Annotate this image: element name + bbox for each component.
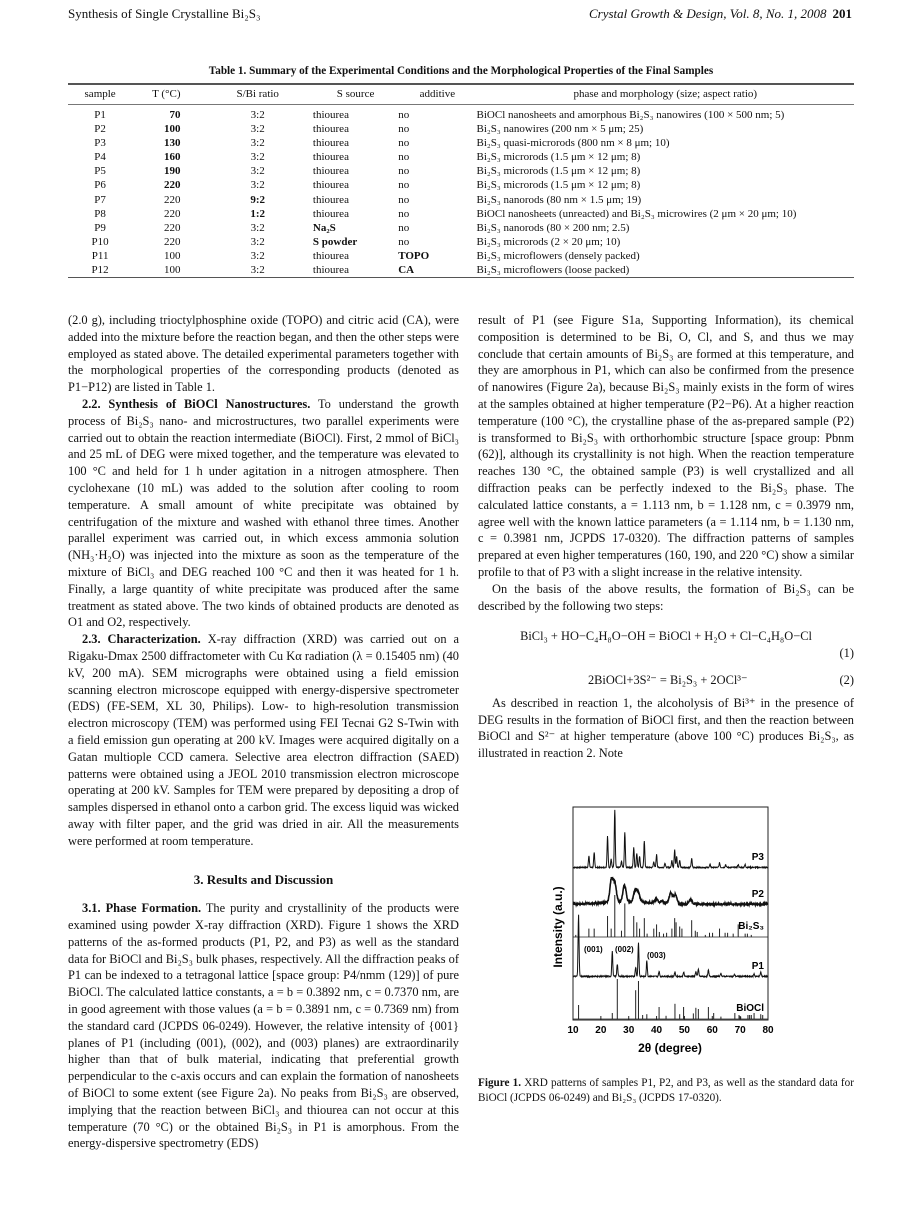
section-3-1: [68, 900, 459, 1152]
column-header: phase and morphology (size; aspect ratio): [477, 85, 854, 105]
paragraph: (2.0 g), including trioctylphosphine oxide (TOPO) and citric acid (CA), were added into the mixture before the reaction began, and then the other steps were employed as stated above. The detailed experimental parameters together with the morphological properties of the corresponding products (denoted as P1−P12) are listed in Table 1.: [68, 313, 459, 395]
equation-1-number: (1): [839, 646, 854, 661]
x-tick-label: 30: [623, 1024, 635, 1036]
table-cell: thiourea: [312, 207, 349, 220]
series-label: Bi₂S₃: [738, 920, 764, 932]
table-cell: Bi₂S₃ microrods (2 × 20 μm; 10): [476, 235, 621, 248]
page-number: 201: [832, 6, 852, 21]
table-row: [68, 263, 854, 277]
table-cell: thiourea: [312, 249, 349, 262]
table-header-row: [68, 85, 854, 105]
table-cell: Bi₂S₃ microrods (1.5 μm × 12 μm; 8): [476, 165, 641, 178]
table-cell: 220: [164, 221, 181, 234]
caption-text: XRD patterns of samples P1, P2, and P3, as well as the standard data for BiOCl (JCPDS 06-0249) and Bi₂S₃ (JCPDS 17-0320).: [478, 1076, 854, 1105]
table-cell: no: [398, 109, 410, 121]
table-cell: 220: [164, 235, 181, 248]
column-header: S source: [313, 85, 398, 105]
column-header: sample: [68, 85, 132, 105]
table-cell: P4: [94, 151, 106, 164]
section-2-3: [68, 631, 459, 849]
section-heading: 2.3. Characterization.: [82, 632, 201, 647]
peak-annotation: (002): [615, 944, 634, 954]
table-cell: Bi₂S₃ nanorods (80 nm × 1.5 μm; 19): [476, 193, 642, 206]
xrd-trace-p3: [573, 810, 768, 868]
table-cell: Bi₂S₃ microrods (1.5 μm × 12 μm; 8): [476, 179, 641, 192]
table-cell: P5: [94, 165, 106, 178]
left-column: [68, 312, 459, 1152]
table-cell: Na₂S: [312, 221, 336, 234]
paragraph: As described in reaction 1, the alcoholysis of Bi³⁺ in the presence of DEG results in the formation of BiOCl first, and then the reaction between BiOCl and S²⁻ at higher temperature (above 100 °C) produces Bi₂S₃, as illustrated in reaction 2. Note: [478, 695, 854, 761]
table-cell: thiourea: [312, 123, 349, 136]
column-header: T (°C): [132, 85, 202, 105]
table-cell: thiourea: [312, 264, 349, 277]
table-cell: 100: [164, 264, 181, 277]
table-cell: 220: [164, 193, 181, 206]
table-row: [68, 193, 854, 207]
column-header: S/Bi ratio: [203, 85, 313, 105]
table-cell: Bi₂S₃ nanowires (200 nm × 5 μm; 25): [476, 123, 644, 136]
table-cell: 3:2: [250, 264, 265, 277]
table-cell: 1:2: [250, 207, 266, 220]
x-tick-label: 70: [734, 1024, 746, 1036]
table-cell: P3: [94, 137, 106, 150]
table-cell: BiOCl nanosheets and amorphous Bi₂S₃ nanowires (100 × 500 nm; 5): [476, 109, 785, 121]
table-row: [68, 150, 854, 164]
table-body: [68, 105, 854, 278]
table-cell: 3:2: [250, 123, 265, 136]
figure-1-xrd-chart: [540, 802, 790, 1064]
table-cell: Bi₂S₃ microrods (1.5 μm × 12 μm; 8): [476, 151, 641, 164]
paragraph-text: X-ray diffraction (XRD) was carried out on a Rigaku-Dmax 2500 diffractometer with Cu Kα radiation (λ = 0.15405 nm) (40 kV, 200 mA). SEM micrographs were obtained using a field emission scanning electron microscope equipped with energy-dispersive spectrometer (EDS) (FE-SEM, XL 30, Philips). Low- to high-resolution transmission electron microscopy (TEM) was performed using FEI Tecnai G2 S-Twin with a field emission gun operating at 200 kV. Images were acquired digitally on a Gatan multiople CCD camera. Selective area electron diffraction (SAED) patterns were obtained using a JEOL 2010 transmission electron microscope operating at 200 kV. Samples for TEM were prepared by depositing a drop of samples dispersed in ethanol onto a carbon grid. The excess liquid was wicked away with filter paper, and the grid was dried in air. All the measurements were performed at room temperature.: [68, 632, 459, 848]
table-cell: 3:2: [250, 249, 265, 262]
table-cell: 3:2: [250, 151, 265, 164]
xrd-trace-p2: [573, 877, 768, 905]
section-3-heading: 3. Results and Discussion: [193, 871, 334, 887]
table-cell: thiourea: [312, 137, 349, 150]
table-cell: BiOCl nanosheets (unreacted) and Bi₂S₃ microwires (2 μm × 20 μm; 10): [476, 207, 797, 220]
table-cell: 190: [164, 165, 181, 178]
table-cell: no: [398, 151, 410, 164]
table-cell: 130: [164, 137, 181, 150]
equation-2: [478, 672, 854, 689]
paragraph-text: To understand the growth process of Bi₂S₃ nano- and microstructures, two parallel experiments were carried out to obtain the reaction intermediate (BiOCl). First, 2 mmol of BiCl₃ and 25 mL of DEG were mixed together, and the temperature was elevated to 100 °C and held for 1 h under agitation in a nitrogen atmosphere. Then cyclohexane (10 mL) was added to the solution after cooling to room temperature. A small amount of white precipitate was obtained by centrifugation of the mixture and washed with ethanol three times. Another parallel experiment was carried out, in which excess ammonia solution (NH₃·H₂O) was injected into the mixture as soon as the temperature of the mixture of BiCl₃ and DEG reached 100 °C and then it was heated for 1 h. Finally, a large quantity of white precipitate was produced after the same treatment as stated above. The two kinds of obtained products are denoted as O1 and O2, respectively.: [68, 396, 459, 630]
table-cell: 9:2: [250, 193, 266, 206]
table-cell: P8: [94, 207, 106, 220]
column-header: additive: [398, 85, 476, 105]
table-cell: thiourea: [312, 151, 349, 164]
paragraph-text: The purity and crystallinity of the products were examined using powder X-ray diffraction (XRD). Figure 1 shows the XRD patterns of the as-formed products (P1, P2, and P3) as well as the standard data for BiOCl and Bi₂S₃ bulk phases, respectively. All the diffraction peaks of P1 can be indexed to a tetragonal lattice [space group: P4/nmm (129)] of pure BiOCl. The calculated lattice constants, a = b = 0.3892 nm, c = 0.7370 nm, are in good agreement with those values (a = b = 0.3891 nm, c = 0.7369 nm) from the standard card (JCPDS 06-0249). However, the relative intensity of {001} planes of P1 (including (001), (002), and (003) planes) are extraordinarily higher than that of bulk material, indicating that preferential growth perpendicular to the c-axis occurs and can explain the formation of nanosheets of BiOCl to some extent (see Figure 2a). No peaks from Bi₂S₃ are observed, implying that the reaction between BiCl₃ and thiourea can not occur at this temperature (70 °C) or the obtained Bi₂S₃ in P1 is amorphous. From the energy-dispersive spectrometry (EDS): [68, 901, 459, 1151]
table-row: [68, 164, 854, 178]
table-cell: 3:2: [250, 137, 265, 150]
x-tick-label: 80: [762, 1024, 774, 1036]
table-row: [68, 136, 854, 150]
table-cell: no: [398, 137, 410, 150]
table-cell: thiourea: [312, 165, 349, 178]
series-label: BiOCl: [736, 1002, 764, 1014]
table-row: [68, 221, 854, 235]
table-cell: P11: [91, 249, 109, 262]
table-cell: P9: [94, 221, 106, 234]
table-cell: no: [398, 165, 410, 178]
table-cell: no: [398, 207, 410, 220]
table-cell: no: [398, 235, 410, 248]
series-label: P3: [751, 851, 764, 863]
table-cell: Bi₂S₃ nanorods (80 × 200 nm; 2.5): [476, 221, 630, 234]
plot-frame: [573, 807, 768, 1020]
plot-area: [567, 807, 774, 1036]
right-column: [478, 312, 854, 1107]
table-cell: thiourea: [312, 109, 349, 121]
x-tick-label: 40: [651, 1024, 663, 1036]
peak-annotation: (001): [584, 944, 603, 954]
table-row: [68, 235, 854, 249]
table-cell: 100: [164, 123, 181, 136]
table-cell: Bi₂S₃ microflowers (loose packed): [476, 264, 630, 277]
table-cell: 220: [164, 179, 181, 192]
table-cell: 3:2: [250, 179, 265, 192]
table-cell: 3:2: [250, 221, 265, 234]
table-row: [68, 122, 854, 136]
y-axis-label: Intensity (a.u.): [551, 886, 565, 968]
table-cell: P7: [94, 193, 106, 206]
table-cell: CA: [398, 264, 415, 277]
table-cell: 220: [164, 207, 181, 220]
series-label: P2: [751, 888, 764, 900]
journal-name: Crystal Growth & Design, Vol. 8, No. 1, 2008: [588, 6, 827, 21]
caption-label: Figure 1.: [478, 1076, 522, 1089]
table-row: [68, 207, 854, 221]
x-tick-label: 60: [706, 1024, 718, 1036]
table-cell: 160: [164, 151, 181, 164]
x-tick-label: 10: [567, 1024, 579, 1036]
table-cell: 70: [169, 109, 181, 121]
x-tick-label: 50: [678, 1024, 690, 1036]
table-cell: 3:2: [250, 235, 265, 248]
table-cell: P10: [91, 235, 109, 248]
table-row: [68, 249, 854, 263]
running-title: Synthesis of Single Crystalline Bi₂S₃: [68, 6, 261, 21]
table-row: [68, 178, 854, 192]
journal-citation: [589, 6, 852, 22]
series-label: P1: [751, 960, 764, 972]
x-axis-label: 2θ (degree): [638, 1040, 702, 1055]
equation-2-number: (2): [839, 672, 854, 687]
table-cell: Bi₂S₃ quasi-microrods (800 nm × 8 μm; 10): [476, 137, 670, 150]
table-cell: 100: [164, 249, 181, 262]
table-title: Table 1. Summary of the Experimental Conditions and the Morphological Properties of the Final Samples: [208, 65, 714, 77]
table-cell: no: [398, 193, 410, 206]
table-cell: P12: [91, 264, 109, 277]
table-cell: no: [398, 221, 410, 234]
table-cell: S powder: [312, 235, 358, 248]
table-cell: P6: [94, 179, 106, 192]
table-cell: P1: [94, 109, 106, 121]
section-heading: 3.1. Phase Formation.: [82, 901, 202, 916]
table-cell: thiourea: [312, 193, 349, 206]
table-cell: no: [398, 179, 410, 192]
table-cell: 3:2: [250, 109, 265, 121]
table-cell: TOPO: [398, 249, 430, 262]
section-heading: 2.2. Synthesis of BiOCl Nanostructures.: [82, 396, 311, 411]
paragraph: result of P1 (see Figure S1a, Supporting Information), its chemical composition is determined to be Bi, O, Cl, and S, and thus we may conclude that certain amounts of Bi₂S₃ are formed at this temperature, and they are amorphous in P1, which can also be confirmed from the presence of nanowires (Figure 2a), because Bi₂S₃ mainly exists in the form of wires at the samples obtained at higher temperature (P2−P6). At a higher reaction temperature (100 °C), the crystalline phase of the as-prepared sample (P2) is transformed to Bi₂S₃ with orthorhombic structure [space group: Pbnm (62)], although its crystallinity is not high. When the reaction temperature reaches 130 °C, the obtained sample (P3) is well crystallized and all diffraction peaks can be perfectly indexed to the Bi₂S₃ phase. The calculated lattice constants, a = 1.113 nm, b = 1.128 nm, c = 0.3979 nm, agree well with the known lattice parameters (a = 1.114 nm, b = 1.130 nm, c = 0.3981 nm, JCPDS 17-0320). The diffraction patterns of samples prepared at even higher temperatures (160, 190, and 220 °C) show a similar profile to that of P3 with a slight increase in the relative intensity.: [478, 313, 854, 579]
equation-1: BiCl₃ + HO−C₄H₈O−OH = BiOCl + H₂O + Cl−C₄H₈O−Cl: [520, 629, 812, 644]
peak-annotation: (003): [647, 950, 666, 960]
table-cell: 3:2: [250, 165, 265, 178]
table-1: [68, 83, 854, 278]
table-cell: thiourea: [312, 179, 349, 192]
figure-1-caption: [478, 1076, 854, 1107]
table-cell: no: [398, 123, 410, 136]
section-2-2: [68, 396, 459, 631]
table-row: [68, 105, 854, 123]
equation-2-text: 2BiOCl+3S²⁻ = Bi₂S₃ + 2OCl³⁻: [587, 672, 748, 687]
x-tick-label: 20: [595, 1024, 607, 1036]
paragraph: On the basis of the above results, the formation of Bi₂S₃ can be described by the following two steps:: [478, 581, 854, 613]
table-cell: Bi₂S₃ microflowers (densely packed): [476, 249, 640, 262]
table-cell: P2: [94, 123, 106, 136]
